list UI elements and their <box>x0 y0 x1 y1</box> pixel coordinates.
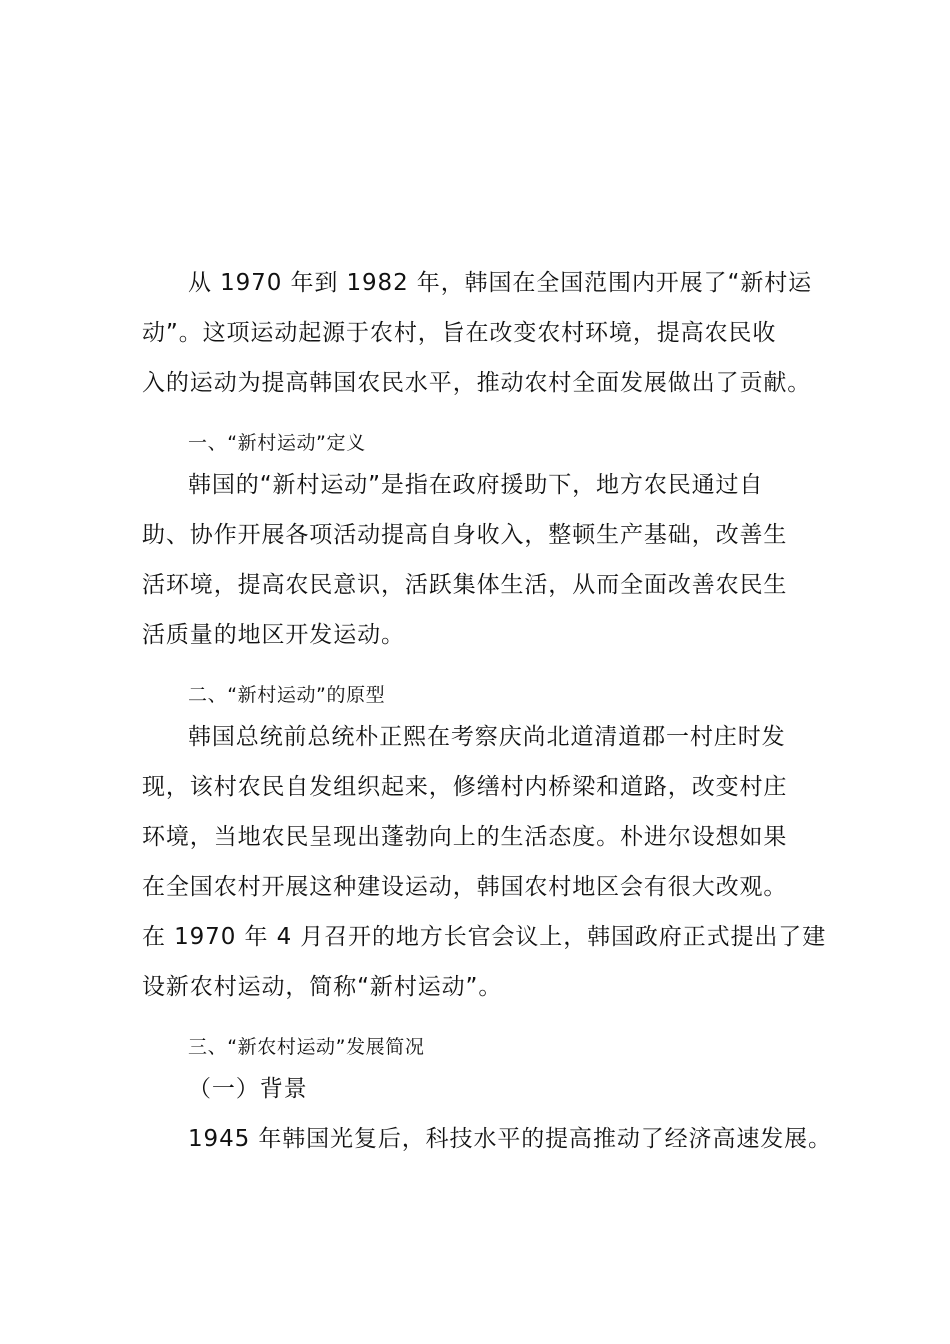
section2-line-6: 设新农村运动，简称“新村运动”。 <box>142 974 503 1000</box>
section1-line-1: 韩国的“新村运动”是指在政府援助下，地方农民通过自 <box>188 472 764 498</box>
section2-line-5: 在 1970 年 4 月召开的地方长官会议上，韩国政府正式提出了建 <box>142 924 827 950</box>
intro-line-1: 从 1970 年到 1982 年，韩国在全国范围内开展了“新村运 <box>188 270 813 296</box>
section2-line-1: 韩国总统前总统朴正熙在考察庆尚北道清道郡一村庄时发 <box>188 724 786 750</box>
section1-line-2: 助、协作开展各项活动提高自身收入，整顿生产基础，改善生 <box>142 522 788 548</box>
section2-heading: 二、“新村运动”的原型 <box>188 684 386 706</box>
section1-heading: 一、“新村运动”定义 <box>188 432 366 454</box>
section2-line-2: 现，该村农民自发组织起来，修缮村内桥梁和道路，改变村庄 <box>142 774 788 800</box>
section3-heading: 三、“新农村运动”发展简况 <box>188 1036 425 1058</box>
section2-line-4: 在全国农村开展这种建设运动，韩国农村地区会有很大改观。 <box>142 874 788 900</box>
section1-line-3: 活环境，提高农民意识，活跃集体生活，从而全面改善农民生 <box>142 572 788 598</box>
section1-line-4: 活质量的地区开发运动。 <box>142 622 405 648</box>
section2-line-3: 环境，当地农民呈现出蓬勃向上的生活态度。朴进尔设想如果 <box>142 824 788 850</box>
section3-subheading: （一）背景 <box>188 1076 308 1102</box>
intro-line-2: 动”。这项运动起源于农村，旨在改变农村环境，提高农民收 <box>142 320 777 346</box>
section3-line-1: 1945 年韩国光复后，科技水平的提高推动了经济高速发展。 <box>188 1126 832 1152</box>
intro-line-3: 入的运动为提高韩国农民水平，推动农村全面发展做出了贡献。 <box>142 370 812 396</box>
